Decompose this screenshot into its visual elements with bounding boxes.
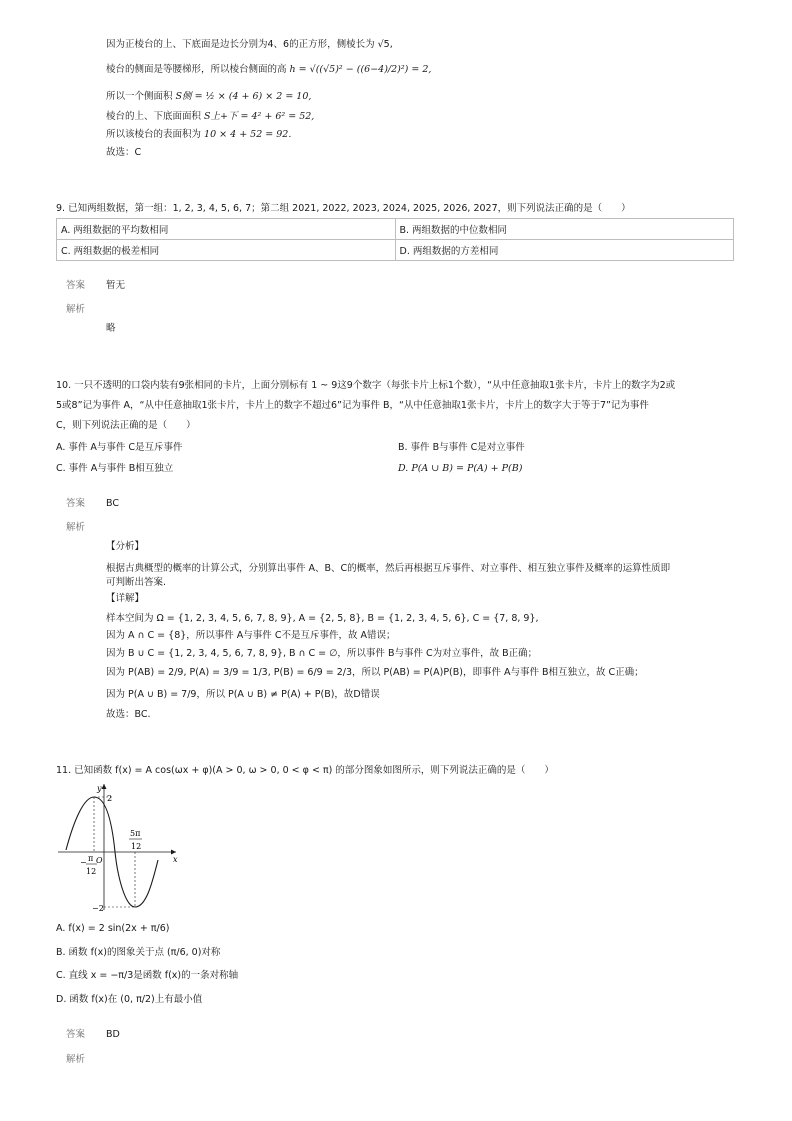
x-axis-label: x — [173, 855, 178, 864]
q9-option-b[interactable]: B. 两组数据的中位数相同 — [395, 219, 734, 240]
q8-line5-formula: 10 × 4 + 52 = 92. — [204, 129, 292, 140]
q8-line4-text: 棱台的上、下底面面积 — [106, 111, 202, 122]
q10-detail-line4: 因为 P(AB) = 2/9, P(A) = 3/9 = 1/3, P(B) = 6/9 = 2/3，所以 P(AB) = P(A)P(B)，即事件 A与事件 B相互独立，故 C正确； — [106, 667, 644, 678]
q11-stem: 11. 已知函数 f(x) = A cos(ωx + φ)(A > 0, ω > 0, 0 < φ < π) 的部分图象如图所示，则下列说法正确的是（ ） — [56, 765, 554, 776]
q9-option-d[interactable]: D. 两组数据的方差相同 — [395, 240, 734, 261]
q11-answer-label: 答案 — [66, 1029, 86, 1040]
tick-right-num: 5π — [130, 829, 141, 838]
q10-detail-line2: 因为 A ∩ C = {8}，所以事件 A与事件 C不是互斥事件，故 A错误； — [106, 630, 396, 641]
q10-answer: BC — [106, 498, 119, 509]
q11-answer: BD — [106, 1029, 120, 1040]
q8-line1: 因为正棱台的上、下底面是边长分别为4、6的正方形，侧棱长为 √5, — [106, 39, 393, 50]
q8-line4 — [106, 110, 314, 124]
y-max-label: 2 — [107, 794, 113, 803]
q10-stem-line3: C，则下列说法正确的是（ ） — [56, 420, 196, 431]
y-axis-arrow-icon — [102, 784, 107, 789]
q8-line2-text: 棱台的侧面是等腰梯形，所以棱台侧面的高 — [106, 64, 287, 75]
q11-option-b[interactable]: B. 函数 f(x)的图象关于点 (π/6, 0)对称 — [56, 947, 221, 958]
q10-detail-line6: 故选：BC. — [106, 709, 151, 720]
q10-analysis-line2: 可判断出答案. — [106, 577, 167, 588]
q10-stem-line1: 10. 一只不透明的口袋内装有9张相同的卡片，上面分别标有 1 ~ 9这9个数字（每张卡片上标1个数），“从中任意抽取1张卡片，卡片上的数字为2或 — [56, 380, 676, 391]
y-axis-label: y — [97, 784, 102, 793]
q11-option-c[interactable]: C. 直线 x = −π/3是函数 f(x)的一条对称轴 — [56, 970, 239, 981]
q10-answer-label: 答案 — [66, 498, 86, 509]
q8-line3 — [106, 90, 311, 104]
q9-option-a[interactable]: A. 两组数据的平均数相同 — [57, 219, 396, 240]
q10-analysis-head: 【分析】 — [106, 541, 145, 552]
q8-line5-text: 所以该棱台的表面积为 — [106, 129, 202, 140]
x-axis-arrow-icon — [171, 850, 176, 855]
tick-left-num: π — [88, 854, 94, 863]
q8-line2 — [106, 63, 431, 77]
q8-line6: 故选：C — [106, 147, 142, 158]
origin-label: O — [96, 856, 103, 865]
q8-line3-formula: S侧 = ½ × (4 + 6) × 2 = 10, — [175, 91, 312, 102]
q9-stem: 9. 已知两组数据，第一组：1, 2, 3, 4, 5, 6, 7；第二组 2021, 2022, 2023, 2024, 2025, 2026, 2027，则下列说法正确的是（ ） — [56, 203, 631, 214]
q11-graph — [54, 780, 184, 915]
q8-line5 — [106, 128, 291, 142]
q10-analysis-label: 解析 — [66, 522, 86, 533]
tick-right-den: 12 — [131, 842, 142, 851]
q11-analysis-label: 解析 — [66, 1054, 86, 1065]
q10-detail-head: 【详解】 — [106, 593, 145, 604]
q10-analysis-line1: 根据古典概型的概率的计算公式，分别算出事件 A、B、C的概率，然后再根据互斥事件、对立事件、相互独立事件及概率的运算性质即 — [106, 563, 671, 574]
q10-detail-line3: 因为 B ∪ C = {1, 2, 3, 4, 5, 6, 7, 8, 9}, B ∩ C = ∅，所以事件 B与事件 C为对立事件，故 B正确； — [106, 648, 538, 659]
q9-options-table — [56, 218, 734, 261]
q8-line2-formula: h = √((√5)² − ((6−4)/2)²) = 2, — [289, 64, 432, 75]
q10-option-a[interactable]: A. 事件 A与事件 C是互斥事件 — [56, 442, 183, 453]
q11-option-a[interactable]: A. f(x) = 2 sin(2x + π/6) — [56, 923, 170, 934]
q10-option-b[interactable]: B. 事件 B与事件 C是对立事件 — [398, 442, 525, 453]
q10-detail-line1: 样本空间为 Ω = {1, 2, 3, 4, 5, 6, 7, 8, 9}, A = {2, 5, 8}, B = {1, 2, 3, 4, 5, 6}, C = {7, 8, 9}, — [106, 613, 539, 624]
y-min-label: −2 — [92, 904, 104, 913]
q11-option-d[interactable]: D. 函数 f(x)在 (0, π/2)上有最小值 — [56, 994, 203, 1005]
q9-answer-label: 答案 — [66, 280, 86, 291]
q10-stem-line2: 5或8”记为事件 A，“从中任意抽取1张卡片，卡片上的数字不超过6”记为事件 B，“从中任意抽取1张卡片，卡片上的数字大于等于7”记为事件 — [56, 400, 649, 411]
q10-detail-line5: 因为 P(A ∪ B) = 7/9，所以 P(A ∪ B) ≠ P(A) + P(B)，故D错误 — [106, 689, 380, 700]
q10-option-d[interactable]: D. P(A ∪ B) = P(A) + P(B) — [398, 463, 523, 474]
q9-answer: 暂无 — [106, 280, 126, 291]
q8-line3-text: 所以一个侧面积 — [106, 91, 173, 102]
tick-left-den: 12 — [86, 867, 97, 876]
q9-analysis: 略 — [106, 323, 116, 334]
q8-line4-formula: S上+下 = 4² + 6² = 52, — [204, 111, 315, 122]
q9-analysis-label: 解析 — [66, 304, 86, 315]
q10-option-c[interactable]: C. 事件 A与事件 B相互独立 — [56, 463, 174, 474]
tick-left-sign: − — [80, 858, 87, 867]
q9-option-c[interactable]: C. 两组数据的极差相同 — [57, 240, 396, 261]
